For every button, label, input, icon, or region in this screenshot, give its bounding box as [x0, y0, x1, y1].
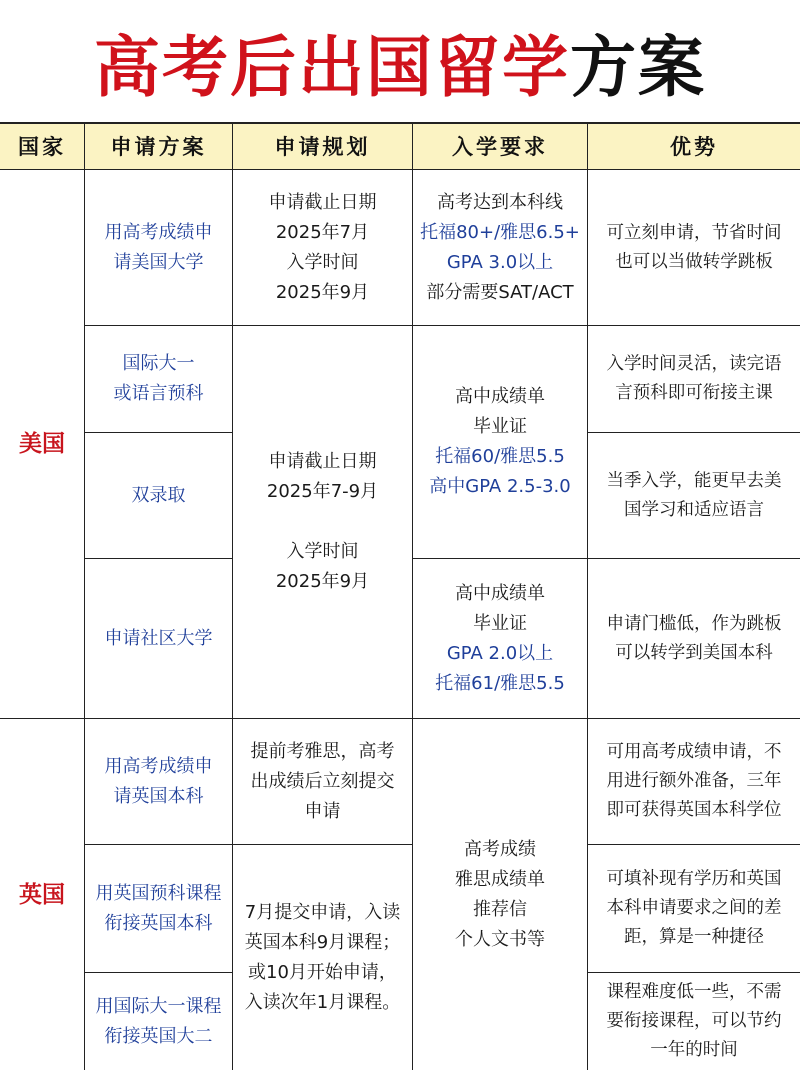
text-line: 入学时间	[286, 251, 359, 273]
text-line: 国学习和适应语言	[624, 499, 764, 520]
text-line: 课程难度低一些，不需	[606, 982, 782, 1002]
text-line: 请美国大学	[113, 251, 204, 273]
text-line: 本科申请要求之间的差	[606, 898, 782, 918]
header-schedule: 申请规划	[233, 124, 413, 170]
text-line: 7月提交申请，入读	[244, 901, 401, 923]
text-line: 用进行额外准备，三年	[606, 771, 782, 791]
text-line: GPA 3.0以上	[446, 251, 554, 273]
text-line: 用英国预科课程	[95, 882, 222, 904]
study-abroad-table	[0, 122, 800, 1069]
advantage-uk-gaokao	[588, 719, 800, 845]
text-line: 托福61/雅思5.5	[435, 672, 565, 694]
requirements-uk	[413, 719, 588, 1070]
plan-uk-foundation	[85, 845, 233, 973]
header-country: 国家	[0, 124, 85, 170]
advantage-usa-gaokao	[588, 170, 800, 326]
advantage-uk-ify	[588, 973, 800, 1070]
plan-uk-ify	[85, 973, 233, 1070]
text-line: 可填补现有学历和英国	[606, 869, 782, 889]
text-line: 2025年9月	[275, 571, 370, 592]
header-requirements: 入学要求	[413, 124, 588, 170]
text-line: 当季入学，能更早去美	[606, 470, 782, 491]
text-line: 言预科即可衔接主课	[615, 383, 773, 403]
text-line: 申请社区大学	[104, 627, 213, 649]
schedule-usa-gaokao	[233, 170, 413, 326]
text-line: 入学时间	[286, 541, 359, 562]
text-line: 申请门槛低，作为跳板	[606, 613, 782, 634]
text-line: 提前考雅思，高考	[250, 740, 395, 762]
page-title	[0, 0, 800, 122]
text-line: 距，算是一种捷径	[624, 927, 764, 947]
text-line: 英国本科9月课程；	[244, 931, 401, 953]
schedule-uk-other	[233, 845, 413, 1070]
text-line: 用国际大一课程	[95, 995, 222, 1017]
text-line: 申请截止日期	[268, 451, 377, 472]
text-line: 个人文书等	[455, 928, 545, 950]
text-line: 用高考成绩申	[104, 221, 213, 243]
text-line: 用高考成绩申	[104, 755, 213, 777]
text-line: 要衔接课程，可以节约	[606, 1011, 782, 1031]
text-line: 雅思成绩单	[455, 868, 545, 890]
text-line: 毕业证	[472, 612, 527, 634]
text-line: 部分需要SAT/ACT	[426, 281, 574, 303]
plan-usa-gaokao	[85, 170, 233, 326]
text-line: 可以转学到美国本科	[615, 642, 773, 663]
text-line: 可用高考成绩申请，不	[606, 742, 782, 762]
text-line: 即可获得英国本科学位	[606, 800, 782, 820]
text-line: 可立刻申请，节省时间	[606, 222, 782, 243]
text-line: 托福80+/雅思6.5+	[420, 221, 580, 243]
text-line: 申请截止日期	[268, 191, 377, 213]
plan-usa-foundation	[85, 326, 233, 433]
text-line: 双录取	[131, 484, 186, 506]
text-line: 高中成绩单	[454, 582, 545, 604]
text-line: 申请	[304, 800, 341, 822]
text-line: 衔接英国本科	[104, 912, 213, 934]
text-line: 高中GPA 2.5-3.0	[429, 476, 571, 497]
text-line: 或语言预科	[113, 383, 204, 404]
text-line: 或10月开始申请，	[248, 961, 397, 983]
text-line: 2025年7月	[275, 221, 370, 243]
title-red-part: 高考后出国留学	[94, 27, 570, 106]
advantage-uk-foundation	[588, 845, 800, 973]
text-line: 入学时间灵活，读完语	[606, 354, 782, 374]
text-line: 高考达到本科线	[436, 191, 563, 213]
text-line: 毕业证	[473, 416, 527, 437]
text-line: 请英国本科	[113, 785, 204, 807]
requirements-usa-gaokao	[413, 170, 588, 326]
plan-uk-gaokao	[85, 719, 233, 845]
text-line: 衔接英国大二	[104, 1025, 213, 1047]
text-line: GPA 2.0以上	[446, 642, 554, 664]
schedule-usa-other	[233, 326, 413, 719]
text-line: 入读次年1月课程。	[244, 991, 401, 1013]
text-line: 高考成绩	[464, 838, 536, 860]
text-line: 出成绩后立刻提交	[250, 770, 395, 792]
requirements-usa-community	[413, 559, 588, 719]
schedule-uk-gaokao	[233, 719, 413, 845]
header-advantages: 优势	[588, 124, 800, 170]
text-line: 高中成绩单	[455, 386, 545, 407]
text-line: 推荐信	[473, 898, 527, 920]
text-line: 托福60/雅思5.5	[435, 446, 565, 467]
header-plan: 申请方案	[85, 124, 233, 170]
country-usa: 美国	[0, 170, 85, 719]
requirements-usa-foundation	[413, 326, 588, 559]
plan-usa-community-college	[85, 559, 233, 719]
advantage-usa-dual	[588, 433, 800, 559]
text-line: 国际大一	[122, 353, 195, 374]
plan-usa-dual-admission	[85, 433, 233, 559]
title-black-part: 方案	[570, 27, 706, 106]
advantage-usa-foundation	[588, 326, 800, 433]
advantage-usa-community	[588, 559, 800, 719]
country-uk: 英国	[0, 719, 85, 1070]
text-line: 2025年9月	[275, 281, 370, 303]
text-line: 也可以当做转学跳板	[615, 251, 773, 272]
text-line: 一年的时间	[650, 1040, 738, 1060]
text-line: 2025年7-9月	[266, 481, 379, 502]
